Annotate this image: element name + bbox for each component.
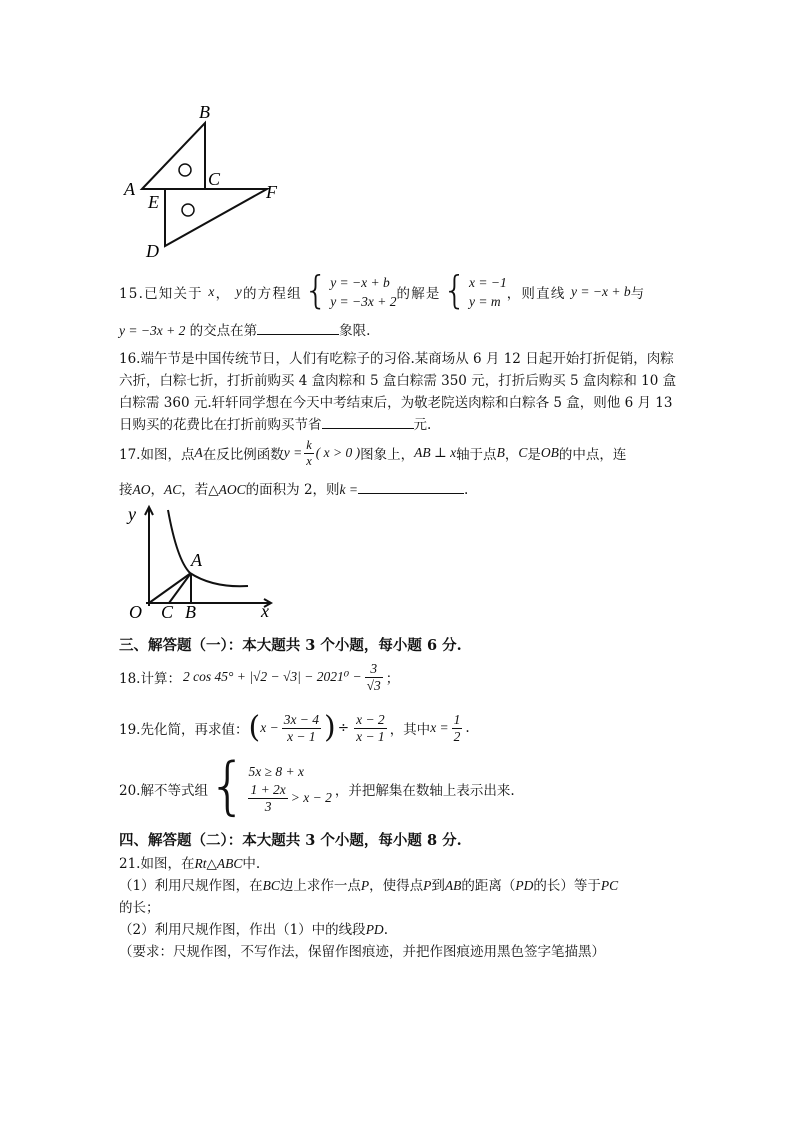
q21-line4a: （2）利用尺规作图，作出（1）中的线段 [119,922,366,938]
q16-line2: 六折，白粽七折，打折前购买 4 盒肉粽和 5 盒白粽需 350 元，打折后购买 5 盒肉粽和 10 盒 [119,373,677,389]
q21-PC: PC [600,878,619,893]
q21-BC: BC [262,878,280,893]
figure-set-squares [118,96,298,266]
q19-prefix: 19.先化简，再求值： [119,722,249,738]
q19-open: ( [248,710,261,745]
label-B: B [199,102,210,122]
q16-line3: 白粽需 360 元.轩轩同学想在今天中考结束后，为敬老院送肉粽和白粽各 5 盒，则他 6 月 13 [119,395,673,411]
question-19 [119,707,470,749]
q17-end: . [464,482,469,498]
q15-answer-blank[interactable] [257,320,339,335]
q21-P: P [360,878,370,893]
q17-x-den: x [306,453,312,468]
q15-sol1: x = −1 [469,275,507,290]
q16-line1: 16.端午节是中国传统节日，人们有吃粽子的习俗.某商场从 6 月 12 日起开始打折促销，肉粽 [119,351,674,367]
q21-rt: Rt△ABC [194,856,243,871]
triangle-hole-lower [182,204,194,216]
q17-AO: AO [132,482,151,497]
q17-prefix: 17.如图，点 [119,447,195,463]
q15-eq2: y = −3x + 2 [330,294,397,309]
q17-rest4: 是 [527,447,541,463]
label-D: D [146,241,159,261]
q15-yu: 与 [630,286,646,302]
q19-end: . [465,720,470,736]
q19-x: x − [260,720,279,735]
q21-line4b: . [383,922,388,938]
q17-cond: ( x > 0 ) [315,445,361,460]
question-15-line1: 15.已知关于 x ， y 的方程组 { y = −x + b y = −3x + 2 的解是 { x = −1 y = m ，则直线 y = −x + b 与 [119,268,646,312]
hyperbola-curve [168,510,248,586]
question-18 [119,656,399,698]
q18-den: √3 [366,677,381,693]
q15-sol-label: 的解是 [396,286,441,302]
q18-prefix: 18.计算： [119,671,181,687]
q21-PD2: PD [365,922,384,937]
q15-mid: 的方程组 [242,286,302,302]
section-3-heading: 三、解答题（一）：本大题共 3 个小题，每小题 6 分. [119,637,462,654]
q21-line2e: 的距离（ [461,878,516,894]
point-label-B: B [185,602,196,622]
q17-rest1: 图象上， [360,447,415,463]
q19-den2: x − 1 [356,728,385,744]
q17-A: A [194,445,203,460]
question-20: 20.解不等式组 { 5x ≥ 8 + x $\frac{1 + 2x}{3}$ > x − 2 ，并把解集在数轴上表示出来. [119,749,515,822]
q19-x-eq: x = [430,720,449,735]
q15-y: y [235,284,243,299]
q21-line2b: 边上求作一点 [279,878,361,894]
question-17-line2 [119,478,468,498]
segment-AC [169,573,191,603]
q19-num3: 1 [453,711,461,727]
q15-line1-eq: y = −x + b [571,284,631,299]
q19-mid: ，其中 [389,722,431,738]
q19-den1: x − 1 [287,728,316,744]
q17-mid1: 在反比例函数 [202,447,284,463]
q21-line4 [119,918,388,938]
q20-ineq2-rest: > x − 2 [290,790,332,805]
q15-x: x [208,284,216,299]
q17-answer-blank[interactable] [358,479,464,494]
q19-close: ) [324,710,336,745]
q20-den: 3 [264,798,272,814]
label-A: A [124,179,135,199]
q17-k-eq: k = [339,482,359,497]
q21-line1a: 21.如图，在 [119,856,195,872]
axis-label-x: x [261,601,269,621]
point-label-C: C [161,602,174,622]
q20-end: ，并把解集在数轴上表示出来. [334,783,515,799]
triangle-hole-upper [179,164,191,176]
q17-perp: AB ⊥ x [414,445,457,460]
q17-B: B [496,445,505,460]
upper-triangle [142,123,205,189]
q15-after: 的交点在第 [189,323,258,339]
lower-triangle [165,189,267,246]
q21-line1 [119,852,260,872]
axis-label-y: y [128,504,136,524]
q21-line2f: 的长）等于 [533,878,601,894]
q16-line4 [119,413,431,433]
section-4-heading: 四、解答题（二）：本大题共 3 个小题，每小题 8 分. [119,832,462,849]
q19-num1: 3x − 4 [283,711,320,727]
point-label-O: O [129,602,142,622]
q17-AC: AC [164,482,182,497]
q21-line2a: （1）利用尺规作图，在 [119,878,263,894]
q20-num: 1 + 2x [250,781,286,797]
label-C: C [208,169,221,189]
q17-OB: OB [540,445,559,460]
q15-comma: ， [215,286,231,302]
q21-AB: AB [444,878,462,893]
q18-expr: 2 cos 45° + |√2 − √3| − 2021⁰ − [182,669,362,684]
q16-line4a: 日购买的花费比在打折前购买节省 [119,417,322,433]
q17-rest5: 的中点，连 [558,447,627,463]
q19-div: ÷ [337,720,350,736]
q18-num: 3 [365,661,383,678]
q17-rest3: ， [504,447,519,463]
q21-line2 [119,874,618,894]
q21-PD: PD [515,878,534,893]
figure-hyperbola [118,500,288,625]
q21-line1b: 中. [242,856,261,872]
q21-line5: （要求：尺规作图，不写作法，保留作图痕迹，并把作图痕迹用黑色签字笔描黑） [119,944,605,960]
point-label-A: A [191,550,202,570]
q15-prefix: 15.已知关于 [119,286,203,302]
q17-rest2: 轴于点 [456,447,497,463]
label-F: F [266,182,277,202]
segment-AO [149,573,191,603]
q20-ineq1: 5x ≥ 8 + x [248,763,304,779]
q19-den3: 2 [453,728,461,744]
question-17-line1 [119,433,626,473]
q17-k-num: k [306,438,312,453]
label-E: E [148,192,159,212]
q20-prefix: 20.解不等式组 [119,783,208,799]
q21-line3: 的长； [119,900,160,916]
q15-sol2: y = m [469,294,501,309]
question-15-line2 [119,319,370,339]
q15-tail: ，则直线 [506,286,566,302]
q15-line2-eq: y = −3x + 2 [119,323,186,338]
q21-P2: P [423,878,432,893]
q17-C: C [518,445,528,460]
q21-line2d: 到 [431,878,445,894]
q18-end: ； [385,671,400,687]
q17-line2a: 接 [119,482,133,498]
q19-num2: x − 2 [356,711,385,727]
q15-eq1: y = −x + b [330,275,390,290]
q16-line4b: 元. [413,417,432,433]
q17-AOC: AOC [218,482,246,497]
q16-answer-blank[interactable] [322,414,414,429]
q21-line2c: ，使得点 [369,878,424,894]
q15-end: 象限. [339,323,371,339]
q17-line2c: 的面积为 2，则 [245,482,340,498]
q17-comma: ， [150,482,164,498]
q17-y-eq: y = [283,445,303,460]
q17-line2b: ，若△ [181,482,219,498]
